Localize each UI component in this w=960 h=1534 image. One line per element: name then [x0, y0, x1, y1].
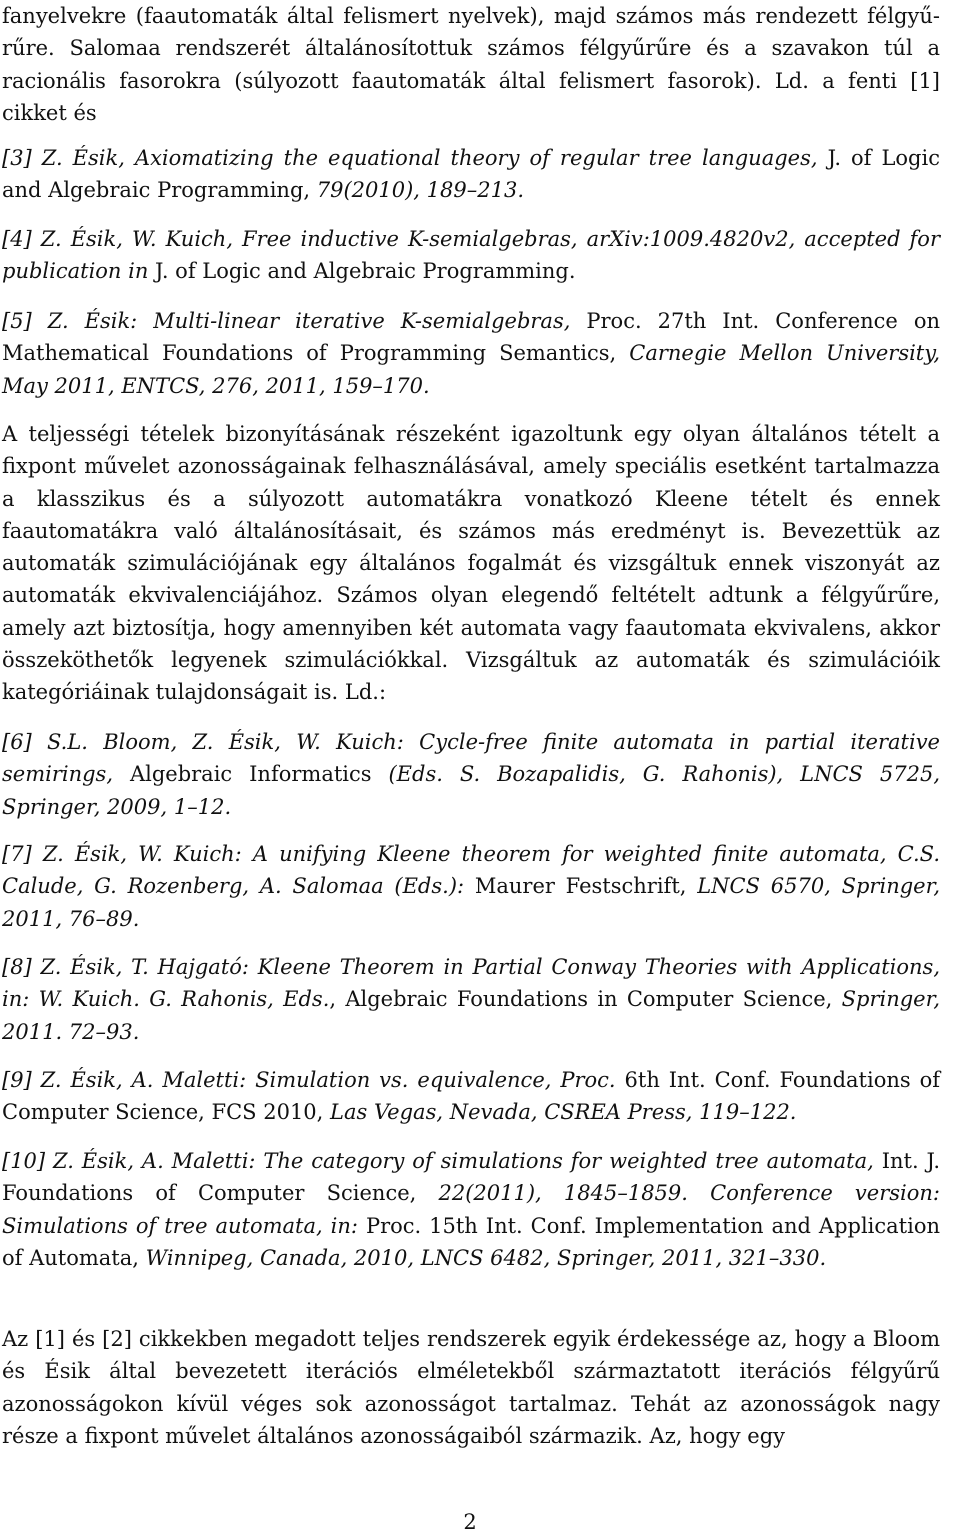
reference-4-authors-title: [4] Z. Ésik, W. Kuich, Free inductive K-semialgebras, arXiv:1009.4820v2, accepted for publication in: [2, 227, 940, 284]
reference-3: [2, 142, 940, 207]
reference-9-authors-title: [9] Z. Ésik, A. Maletti: Simulation vs. equivalence, Proc.: [2, 1068, 625, 1092]
reference-5-venue: Proc. 27th Int. Conference on Mathematical Foundations of Programming Semantics,: [2, 309, 941, 366]
reference-8-book: , Algebraic Foundations in Computer Science,: [329, 987, 842, 1012]
reference-8-authors-title: [8] Z. Ésik, T. Hajgató: Kleene Theorem in Partial Conway Theories with Applications, in: W. Kuich. G. Rahonis, Eds.: [2, 955, 940, 1012]
reference-3-authors-title: [3] Z. Ésik, Axiomatizing the equational theory of regular tree languages,: [2, 146, 828, 170]
reference-3-volume: 79(2010), 189–213.: [316, 178, 524, 203]
reference-9-details: Las Vegas, Nevada, CSREA Press, 119–122.: [330, 1100, 797, 1125]
reference-3-journal: J. of Logic and Algebraic Programming,: [2, 146, 940, 203]
middle-paragraph: A teljességi tételek bizonyításának részeként igazoltunk egy olyan általános tételt a fixpont művelet azonosságainak felhasználásával, amely speciális esetként tartalmazza a klasszikus és a súlyozott automatákra vonatkozó Kleene tételt és ennek faautomatákra való általánosításait, és számos más eredményt is. Bevezettük az automaták szimulációjának egy általános fogalmát és vizsgáltuk ennek viszonyát az automaták ekvivalenciájához. Számos olyan elegendő feltételt adtunk a félgyűrűre, amely azt biztosítja, hogy amennyiben két automata vagy faautomata ekvivalens, akkor összeköthetők legyenek szimulációkkal. Vizsgáltuk az automaták és szimulációik kategóriáinak tulajdonságait is. Ld.:: [2, 422, 940, 705]
reference-8: [2, 951, 940, 1048]
reference-9: [2, 1064, 940, 1129]
reference-8-details: Springer, 2011. 72–93.: [2, 987, 940, 1044]
reference-10-authors-title: [10] Z. Ésik, A. Maletti: The category of simulations for weighted tree automata,: [2, 1149, 882, 1173]
reference-10: [2, 1145, 940, 1274]
reference-5-details: Carnegie Mellon University, May 2011, ENTCS, 276, 2011, 159–170.: [2, 341, 940, 398]
reference-10-journal: Int. J. Foundations of Computer Science,: [2, 1149, 940, 1206]
intro-paragraph: fanyelvekre (faautomaták által felismert nyelvek), majd számos más rendezett félgyűrűre. Salomaa rendszerét általánosítottuk számos félgyűrűre és a szavakon túl a racionális fasorokra (súlyozott faautomaták által felismert fasorok). Ld. a fenti [1] cikket és: [2, 4, 940, 125]
reference-7: [2, 838, 940, 935]
reference-10-details: 22(2011), 1845–1859. Conference version: Simulations of tree automata, in:: [2, 1181, 940, 1238]
final-paragraph: Az [1] és [2] cikkekben megadott teljes rendszerek egyik érdekessége az, hogy a Bloom és Ésik által bevezetett iterációs elméletekből származtatott iterációs félgyűrű azonosságokon kívül véges sok azonosságot tartalmaz. Tehát az azonosságok nagy része a fixpont művelet általános azonosságaiból származik. Az, hogy egy: [2, 1327, 940, 1448]
reference-6-authors-title: [6] S.L. Bloom, Z. Ésik, W. Kuich: Cycle-free finite automata in partial iterative semirings,: [2, 730, 940, 787]
reference-7-book: Maurer Festschrift,: [474, 874, 698, 899]
reference-6-details: (Eds. S. Bozapalidis, G. Rahonis), LNCS 5725, Springer, 2009, 1–12.: [2, 762, 940, 819]
reference-7-details: LNCS 6570, Springer, 2011, 76–89.: [2, 874, 940, 931]
reference-7-authors-title: [7] Z. Ésik, W. Kuich: A unifying Kleene theorem for weighted finite automata, C.S. Calude, G. Rozenberg, A. Salomaa (Eds.):: [2, 842, 940, 899]
reference-9-venue: 6th Int. Conf. Foundations of Computer Science, FCS 2010,: [2, 1068, 940, 1125]
page-number: 2: [463, 1510, 477, 1534]
reference-4: [2, 223, 940, 288]
reference-10-proceedings: Proc. 15th Int. Conf. Implementation and Application of Automata,: [2, 1213, 941, 1270]
reference-6-book: Algebraic Informatics: [129, 762, 389, 787]
reference-4-journal: J. of Logic and Algebraic Programming.: [155, 259, 576, 284]
reference-10-location: Winnipeg, Canada, 2010, LNCS 6482, Springer, 2011, 321–330.: [145, 1245, 827, 1270]
reference-5: [2, 305, 940, 402]
reference-5-authors-title: [5] Z. Ésik: Multi-linear iterative K-semialgebras,: [2, 309, 587, 333]
reference-6: [2, 726, 940, 823]
